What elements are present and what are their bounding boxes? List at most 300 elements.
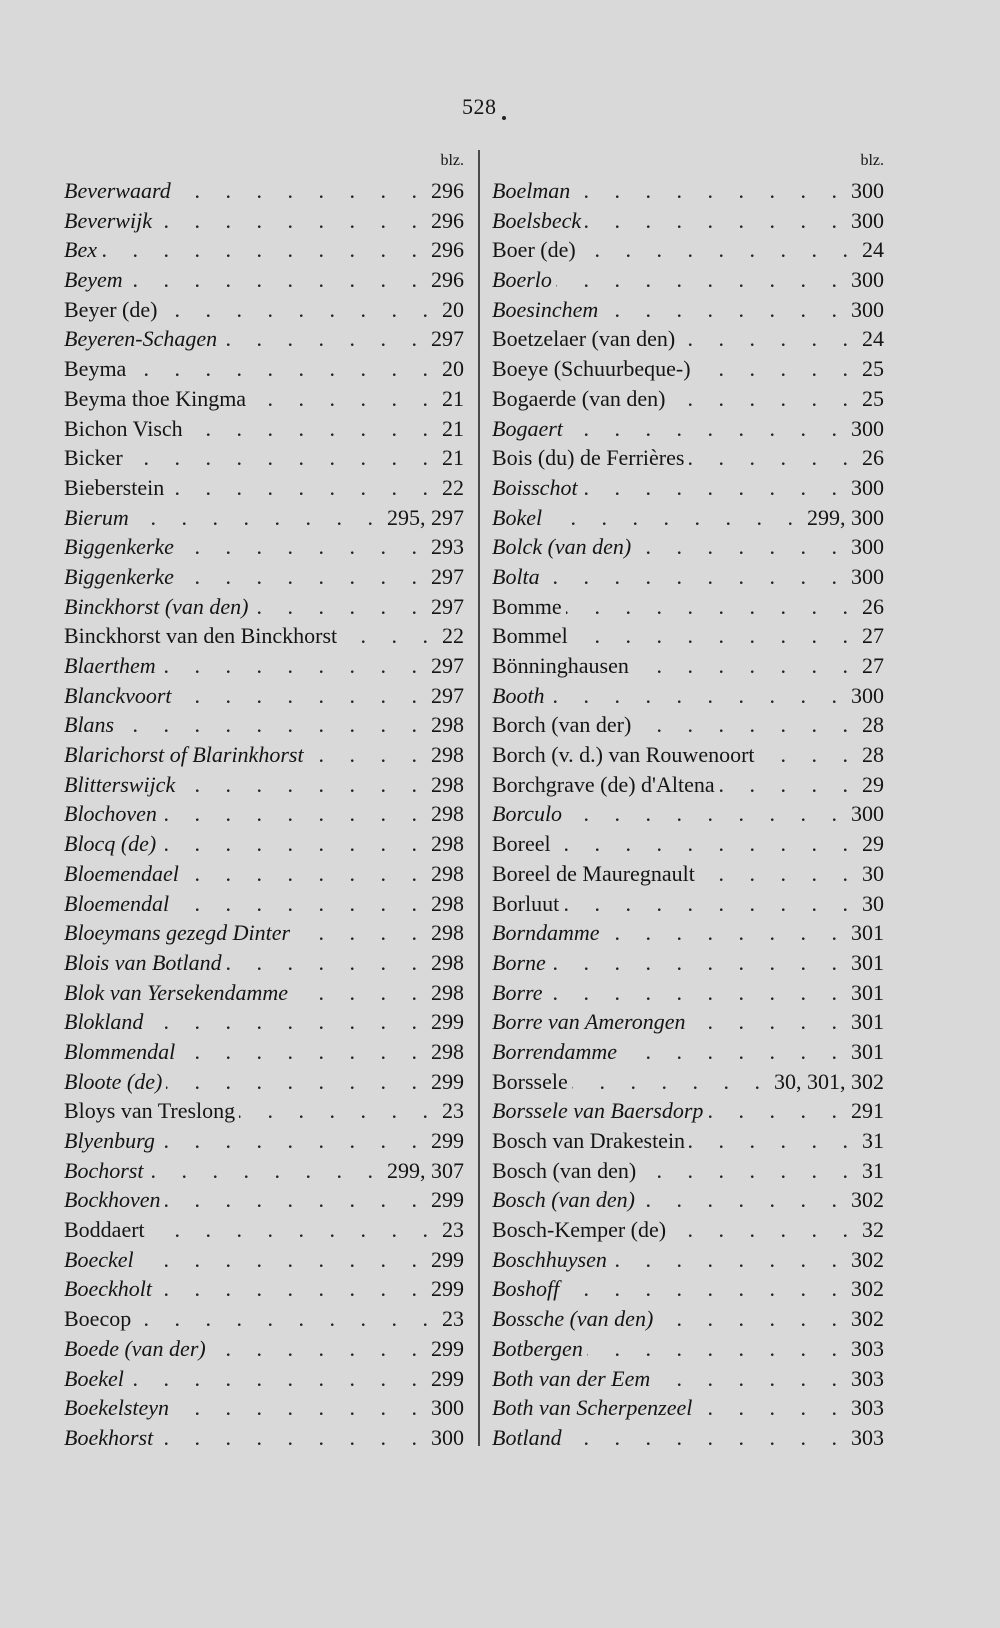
index-entry bbox=[492, 918, 884, 948]
dot-leader bbox=[183, 859, 427, 889]
entry-name: Boekelsteyn bbox=[64, 1395, 170, 1421]
entry-name: Bieberstein bbox=[64, 474, 165, 500]
entry-page-ref: 298 bbox=[431, 979, 464, 1005]
entry-page-ref: 302 bbox=[851, 1306, 884, 1332]
index-entry bbox=[492, 859, 884, 889]
entry-name: Boschhuysen bbox=[492, 1246, 607, 1272]
index-entry bbox=[64, 1156, 464, 1186]
entry-name: Boekhorst bbox=[64, 1424, 154, 1450]
entry-page-ref: 299 bbox=[431, 1068, 464, 1094]
dot-leader bbox=[556, 265, 847, 295]
entry-page-ref: 300 bbox=[851, 296, 884, 322]
entry-name: Bloys van Treslong bbox=[64, 1098, 236, 1124]
entry-name: Bogaerde (van den) bbox=[492, 385, 666, 411]
entry-page-ref: 298 bbox=[431, 801, 464, 827]
index-entry bbox=[64, 1274, 464, 1304]
entry-page-ref: 300 bbox=[851, 415, 884, 441]
entry-page-ref: 21 bbox=[442, 445, 464, 471]
index-entry bbox=[64, 740, 464, 770]
index-entry bbox=[64, 770, 464, 800]
entry-name: Bosch (van den) bbox=[492, 1187, 635, 1213]
index-entry bbox=[492, 621, 884, 651]
dot-leader bbox=[226, 948, 427, 978]
entry-page-ref: 24 bbox=[862, 326, 884, 352]
dot-leader bbox=[759, 740, 858, 770]
index-entry bbox=[64, 918, 464, 948]
index-entry bbox=[64, 1423, 464, 1453]
entry-page-ref: 298 bbox=[431, 742, 464, 768]
entry-page-ref: 302 bbox=[851, 1187, 884, 1213]
dot-leader bbox=[670, 1215, 858, 1245]
index-entry bbox=[492, 1185, 884, 1215]
index-entry bbox=[492, 354, 884, 384]
index-entry bbox=[492, 1215, 884, 1245]
dot-leader bbox=[149, 1215, 438, 1245]
dot-leader bbox=[165, 1185, 428, 1215]
dot-leader bbox=[179, 1037, 427, 1067]
dot-leader bbox=[639, 1185, 847, 1215]
entry-name: Bichon Visch bbox=[64, 415, 183, 441]
dot-leader bbox=[187, 414, 438, 444]
dot-leader bbox=[585, 206, 847, 236]
index-entry bbox=[64, 859, 464, 889]
entry-name: Borluut bbox=[492, 890, 560, 916]
entry-name: Bierum bbox=[64, 504, 129, 530]
entry-name: Booth bbox=[492, 682, 545, 708]
dot-leader bbox=[669, 384, 858, 414]
entry-page-ref: 303 bbox=[851, 1424, 884, 1450]
dot-leader bbox=[178, 562, 427, 592]
index-entry bbox=[492, 1007, 884, 1037]
entry-page-ref: 301 bbox=[851, 1009, 884, 1035]
dot-leader bbox=[127, 265, 427, 295]
dot-leader bbox=[679, 324, 858, 354]
dot-leader bbox=[566, 1423, 847, 1453]
dot-leader bbox=[582, 473, 847, 503]
entry-name: Bosch (van den) bbox=[492, 1157, 637, 1183]
index-entry bbox=[492, 1334, 884, 1364]
dot-leader bbox=[175, 176, 427, 206]
dot-leader bbox=[695, 354, 858, 384]
dot-leader bbox=[621, 1037, 847, 1067]
entry-page-ref: 299 bbox=[431, 1365, 464, 1391]
entry-page-ref: 299 bbox=[431, 1128, 464, 1153]
index-entry bbox=[64, 681, 464, 711]
entry-page-ref: 301 bbox=[851, 1038, 884, 1064]
dot-leader bbox=[549, 681, 847, 711]
entry-page-ref: 298 bbox=[431, 949, 464, 975]
index-entry bbox=[492, 1037, 884, 1067]
entry-page-ref: 299, 300 bbox=[807, 504, 884, 530]
index-entry bbox=[64, 1364, 464, 1394]
left-entry-list bbox=[64, 176, 464, 1453]
index-entry bbox=[492, 592, 884, 622]
entry-page-ref: 31 bbox=[862, 1128, 884, 1153]
dot-leader bbox=[555, 829, 858, 859]
dot-leader bbox=[341, 621, 438, 651]
index-entry bbox=[64, 1067, 464, 1097]
dot-leader bbox=[689, 1007, 847, 1037]
index-entry bbox=[64, 1007, 464, 1037]
entry-name: Both van der Eem bbox=[492, 1365, 651, 1391]
entry-page-ref: 29 bbox=[862, 771, 884, 797]
index-entry bbox=[64, 532, 464, 562]
entry-name: Beyma thoe Kingma bbox=[64, 385, 247, 411]
entry-page-ref: 303 bbox=[851, 1335, 884, 1361]
entry-name: Boerlo bbox=[492, 267, 552, 293]
index-entry bbox=[492, 1393, 884, 1423]
dot-leader bbox=[574, 176, 847, 206]
entry-page-ref: 28 bbox=[862, 742, 884, 768]
entry-page-ref: 30, 301, 302 bbox=[774, 1068, 884, 1094]
entry-name: Bochorst bbox=[64, 1157, 144, 1183]
dot-leader bbox=[563, 1274, 847, 1304]
entry-page-ref: 299, 307 bbox=[387, 1157, 464, 1183]
index-entry bbox=[492, 889, 884, 919]
entry-name: Blans bbox=[64, 712, 115, 738]
index-entry bbox=[64, 562, 464, 592]
entry-page-ref: 300 bbox=[851, 801, 884, 827]
index-entry bbox=[64, 354, 464, 384]
entry-name: Bloote (de) bbox=[64, 1068, 163, 1094]
entry-name: Borre bbox=[492, 979, 543, 1005]
dot-leader bbox=[635, 710, 858, 740]
index-entry bbox=[492, 681, 884, 711]
dot-leader bbox=[250, 384, 438, 414]
dot-leader bbox=[587, 1334, 847, 1364]
dot-leader bbox=[168, 473, 438, 503]
index-entry bbox=[492, 651, 884, 681]
dot-leader bbox=[572, 1067, 770, 1097]
index-entry bbox=[64, 1304, 464, 1334]
entry-page-ref: 297 bbox=[431, 653, 464, 678]
dot-leader bbox=[547, 978, 847, 1008]
entry-name: Beyeren-Schagen bbox=[64, 326, 218, 352]
entry-page-ref: 302 bbox=[851, 1246, 884, 1272]
entry-page-ref: 300 bbox=[851, 682, 884, 708]
dot-leader bbox=[166, 1067, 427, 1097]
entry-page-ref: 299 bbox=[431, 1335, 464, 1361]
entry-name: Boshoff bbox=[492, 1276, 560, 1302]
dot-leader bbox=[292, 978, 427, 1008]
index-entry bbox=[492, 1364, 884, 1394]
index-entry bbox=[492, 710, 884, 740]
entry-name: Borne bbox=[492, 949, 546, 975]
entry-page-ref: 24 bbox=[862, 237, 884, 263]
entry-name: Bossche (van den) bbox=[492, 1306, 654, 1332]
entry-name: Boreel de Mauregnault bbox=[492, 860, 695, 886]
dot-leader bbox=[696, 1393, 847, 1423]
dot-leader bbox=[159, 1126, 427, 1156]
dot-leader bbox=[221, 324, 427, 354]
dot-leader bbox=[160, 651, 427, 681]
dot-leader bbox=[161, 295, 438, 325]
index-entry bbox=[64, 443, 464, 473]
index-entry bbox=[492, 1096, 884, 1126]
entry-name: Boecop bbox=[64, 1306, 132, 1332]
dot-leader bbox=[602, 295, 847, 325]
entry-page-ref: 301 bbox=[851, 949, 884, 975]
dot-leader bbox=[138, 1245, 427, 1275]
entry-page-ref: 297 bbox=[431, 682, 464, 708]
dot-leader bbox=[546, 503, 803, 533]
dot-leader bbox=[688, 443, 858, 473]
entry-name: Borchgrave (de) d'Altena bbox=[492, 771, 715, 797]
index-entry bbox=[492, 799, 884, 829]
entry-name: Boesinchem bbox=[492, 296, 599, 322]
entry-name: Bloemendal bbox=[64, 890, 170, 916]
index-entry bbox=[492, 176, 884, 206]
dot-leader bbox=[127, 443, 438, 473]
index-entry bbox=[64, 414, 464, 444]
entry-name: Bloeymans gezegd Dinter bbox=[64, 920, 291, 946]
entry-page-ref: 300 bbox=[431, 1424, 464, 1450]
entry-name: Borrendamme bbox=[492, 1038, 618, 1064]
entry-name: Beverwijk bbox=[64, 207, 152, 233]
index-entry bbox=[492, 384, 884, 414]
entry-name: Binckhorst (van den) bbox=[64, 593, 249, 619]
entry-name: Blarichorst of Blarinkhorst bbox=[64, 742, 304, 768]
entry-page-ref: 23 bbox=[442, 1306, 464, 1332]
entry-name: Botbergen bbox=[492, 1335, 583, 1361]
dot-leader bbox=[160, 829, 427, 859]
entry-page-ref: 299 bbox=[431, 1246, 464, 1272]
entry-name: Bolta bbox=[492, 563, 540, 589]
dot-leader bbox=[572, 621, 858, 651]
index-entry bbox=[492, 206, 884, 236]
entry-name: Bönninghausen bbox=[492, 653, 629, 678]
entry-page-ref: 298 bbox=[431, 890, 464, 916]
entry-page-ref: 296 bbox=[431, 237, 464, 263]
entry-name: Bomme bbox=[492, 593, 562, 619]
entry-name: Blok van Yersekendamme bbox=[64, 979, 289, 1005]
index-entry bbox=[64, 799, 464, 829]
entry-name: Botland bbox=[492, 1424, 562, 1450]
entry-page-ref: 301 bbox=[851, 920, 884, 946]
entry-name: Bosch van Drakestein bbox=[492, 1128, 686, 1153]
entry-name: Blitterswijck bbox=[64, 771, 176, 797]
entry-page-ref: 298 bbox=[431, 1038, 464, 1064]
page-number: 528 bbox=[462, 94, 506, 120]
index-entry bbox=[64, 592, 464, 622]
entry-name: Blochoven bbox=[64, 801, 157, 827]
entry-page-ref: 297 bbox=[431, 326, 464, 352]
index-entry bbox=[492, 1156, 884, 1186]
entry-name: Bloemendael bbox=[64, 860, 179, 886]
right-column bbox=[492, 148, 884, 1453]
index-entry bbox=[492, 1126, 884, 1156]
entry-page-ref: 23 bbox=[442, 1098, 464, 1124]
entry-page-ref: 300 bbox=[851, 563, 884, 589]
entry-name: Boddaert bbox=[64, 1217, 145, 1243]
entry-name: Boisschot bbox=[492, 474, 578, 500]
dot-leader bbox=[567, 414, 847, 444]
entry-name: Bokel bbox=[492, 504, 543, 530]
entry-name: Beyer (de) bbox=[64, 296, 158, 322]
dot-leader bbox=[640, 1156, 858, 1186]
entry-name: Boeckel bbox=[64, 1246, 134, 1272]
index-entry bbox=[64, 324, 464, 354]
index-entry bbox=[492, 562, 884, 592]
dot-leader bbox=[176, 681, 427, 711]
entry-page-ref: 20 bbox=[442, 356, 464, 382]
entry-page-ref: 29 bbox=[862, 831, 884, 857]
dot-leader bbox=[566, 592, 858, 622]
index-entry bbox=[64, 1185, 464, 1215]
index-entry bbox=[64, 651, 464, 681]
dot-leader bbox=[566, 799, 847, 829]
entry-name: Beyem bbox=[64, 267, 123, 293]
entry-page-ref: 300 bbox=[851, 534, 884, 560]
index-entry bbox=[492, 473, 884, 503]
entry-page-ref: 22 bbox=[442, 474, 464, 500]
dot-leader bbox=[147, 1156, 383, 1186]
index-entry bbox=[492, 295, 884, 325]
dot-leader bbox=[563, 889, 858, 919]
entry-page-ref: 30 bbox=[862, 860, 884, 886]
index-entry bbox=[64, 384, 464, 414]
dot-leader bbox=[699, 859, 858, 889]
dot-leader bbox=[118, 710, 427, 740]
entry-name: Boreel bbox=[492, 831, 551, 857]
dot-leader bbox=[611, 1245, 847, 1275]
index-entry bbox=[492, 1274, 884, 1304]
left-column bbox=[64, 148, 464, 1453]
entry-page-ref: 302 bbox=[851, 1276, 884, 1302]
index-entry bbox=[492, 235, 884, 265]
index-entry bbox=[64, 978, 464, 1008]
entry-name: Borssele van Baersdorp bbox=[492, 1098, 704, 1124]
index-entry bbox=[492, 1245, 884, 1275]
dot-leader bbox=[654, 1364, 847, 1394]
dot-leader bbox=[253, 592, 428, 622]
dot-leader bbox=[633, 651, 858, 681]
entry-page-ref: 20 bbox=[442, 296, 464, 322]
entry-page-ref: 298 bbox=[431, 712, 464, 738]
entry-name: Bockhoven bbox=[64, 1187, 161, 1213]
entry-name: Borssele bbox=[492, 1068, 568, 1094]
index-entry bbox=[492, 414, 884, 444]
column-divider bbox=[478, 150, 480, 1446]
entry-name: Borch (van der) bbox=[492, 712, 632, 738]
entry-page-ref: 299 bbox=[431, 1009, 464, 1035]
right-column-header: blz. bbox=[860, 152, 884, 169]
dot-leader bbox=[294, 918, 427, 948]
entry-name: Boede (van der) bbox=[64, 1335, 206, 1361]
dot-leader bbox=[657, 1304, 847, 1334]
entry-name: Boeye (Schuurbeque-) bbox=[492, 356, 691, 382]
entry-name: Bommel bbox=[492, 623, 568, 649]
entry-page-ref: 30 bbox=[862, 890, 884, 916]
entry-name: Both van Scherpenzeel bbox=[492, 1395, 693, 1421]
entry-page-ref: 27 bbox=[862, 653, 884, 678]
entry-page-ref: 298 bbox=[431, 831, 464, 857]
index-entry bbox=[64, 1245, 464, 1275]
entry-page-ref: 296 bbox=[431, 207, 464, 233]
index-entry bbox=[492, 770, 884, 800]
entry-name: Borre van Amerongen bbox=[492, 1009, 686, 1035]
entry-page-ref: 300 bbox=[851, 207, 884, 233]
index-entry bbox=[492, 265, 884, 295]
index-entry bbox=[492, 829, 884, 859]
index-entry bbox=[492, 443, 884, 473]
entry-page-ref: 301 bbox=[851, 979, 884, 1005]
entry-page-ref: 31 bbox=[862, 1157, 884, 1183]
entry-name: Borculo bbox=[492, 801, 563, 827]
index-entry bbox=[492, 948, 884, 978]
entry-name: Borch (v. d.) van Rouwenoort bbox=[492, 742, 755, 768]
entry-name: Biggenkerke bbox=[64, 534, 174, 560]
dot-leader bbox=[128, 1364, 427, 1394]
index-entry bbox=[64, 829, 464, 859]
dot-leader bbox=[173, 1393, 427, 1423]
entry-name: Bolck (van den) bbox=[492, 534, 632, 560]
entry-page-ref: 298 bbox=[431, 771, 464, 797]
entry-name: Boer (de) bbox=[492, 237, 576, 263]
entry-page-ref: 300 bbox=[851, 267, 884, 293]
dot-leader bbox=[156, 206, 427, 236]
index-entry bbox=[492, 1304, 884, 1334]
dot-leader bbox=[156, 1274, 427, 1304]
entry-name: Beyma bbox=[64, 356, 127, 382]
index-entry bbox=[64, 473, 464, 503]
index-entry bbox=[64, 621, 464, 651]
dot-leader bbox=[157, 1423, 427, 1453]
entry-name: Beverwaard bbox=[64, 178, 171, 203]
entry-page-ref: 293 bbox=[431, 534, 464, 560]
index-entry bbox=[64, 1126, 464, 1156]
index-entry bbox=[492, 740, 884, 770]
entry-page-ref: 26 bbox=[862, 445, 884, 471]
left-column-header: blz. bbox=[440, 152, 464, 169]
entry-page-ref: 303 bbox=[851, 1365, 884, 1391]
entry-page-ref: 26 bbox=[862, 593, 884, 619]
dot-leader bbox=[604, 918, 847, 948]
entry-name: Boeckholt bbox=[64, 1276, 152, 1302]
dot-leader bbox=[550, 948, 847, 978]
dot-leader bbox=[161, 799, 427, 829]
index-entry bbox=[492, 1423, 884, 1453]
entry-page-ref: 21 bbox=[442, 415, 464, 441]
entry-page-ref: 32 bbox=[862, 1217, 884, 1243]
entry-name: Bosch-Kemper (de) bbox=[492, 1217, 667, 1243]
dot-leader bbox=[719, 770, 858, 800]
index-entry bbox=[64, 503, 464, 533]
index-entry bbox=[64, 265, 464, 295]
entry-page-ref: 25 bbox=[862, 356, 884, 382]
entry-name: Biggenkerke bbox=[64, 563, 174, 589]
entry-page-ref: 27 bbox=[862, 623, 884, 649]
index-entry bbox=[64, 176, 464, 206]
dot-leader bbox=[101, 235, 427, 265]
index-entry bbox=[492, 532, 884, 562]
entry-page-ref: 28 bbox=[862, 712, 884, 738]
entry-page-ref: 296 bbox=[431, 178, 464, 203]
entry-page-ref: 291 bbox=[851, 1098, 884, 1124]
index-entry bbox=[492, 978, 884, 1008]
index-entry bbox=[64, 889, 464, 919]
index-entry bbox=[64, 1393, 464, 1423]
entry-page-ref: 299 bbox=[431, 1276, 464, 1302]
entry-name: Bex bbox=[64, 237, 97, 263]
entry-name: Blyenburg bbox=[64, 1128, 155, 1153]
entry-name: Blois van Botland bbox=[64, 949, 222, 975]
entry-page-ref: 297 bbox=[431, 593, 464, 619]
entry-name: Borndamme bbox=[492, 920, 600, 946]
entry-page-ref: 22 bbox=[442, 623, 464, 649]
dot-leader bbox=[178, 532, 427, 562]
entry-name: Blokland bbox=[64, 1009, 144, 1035]
